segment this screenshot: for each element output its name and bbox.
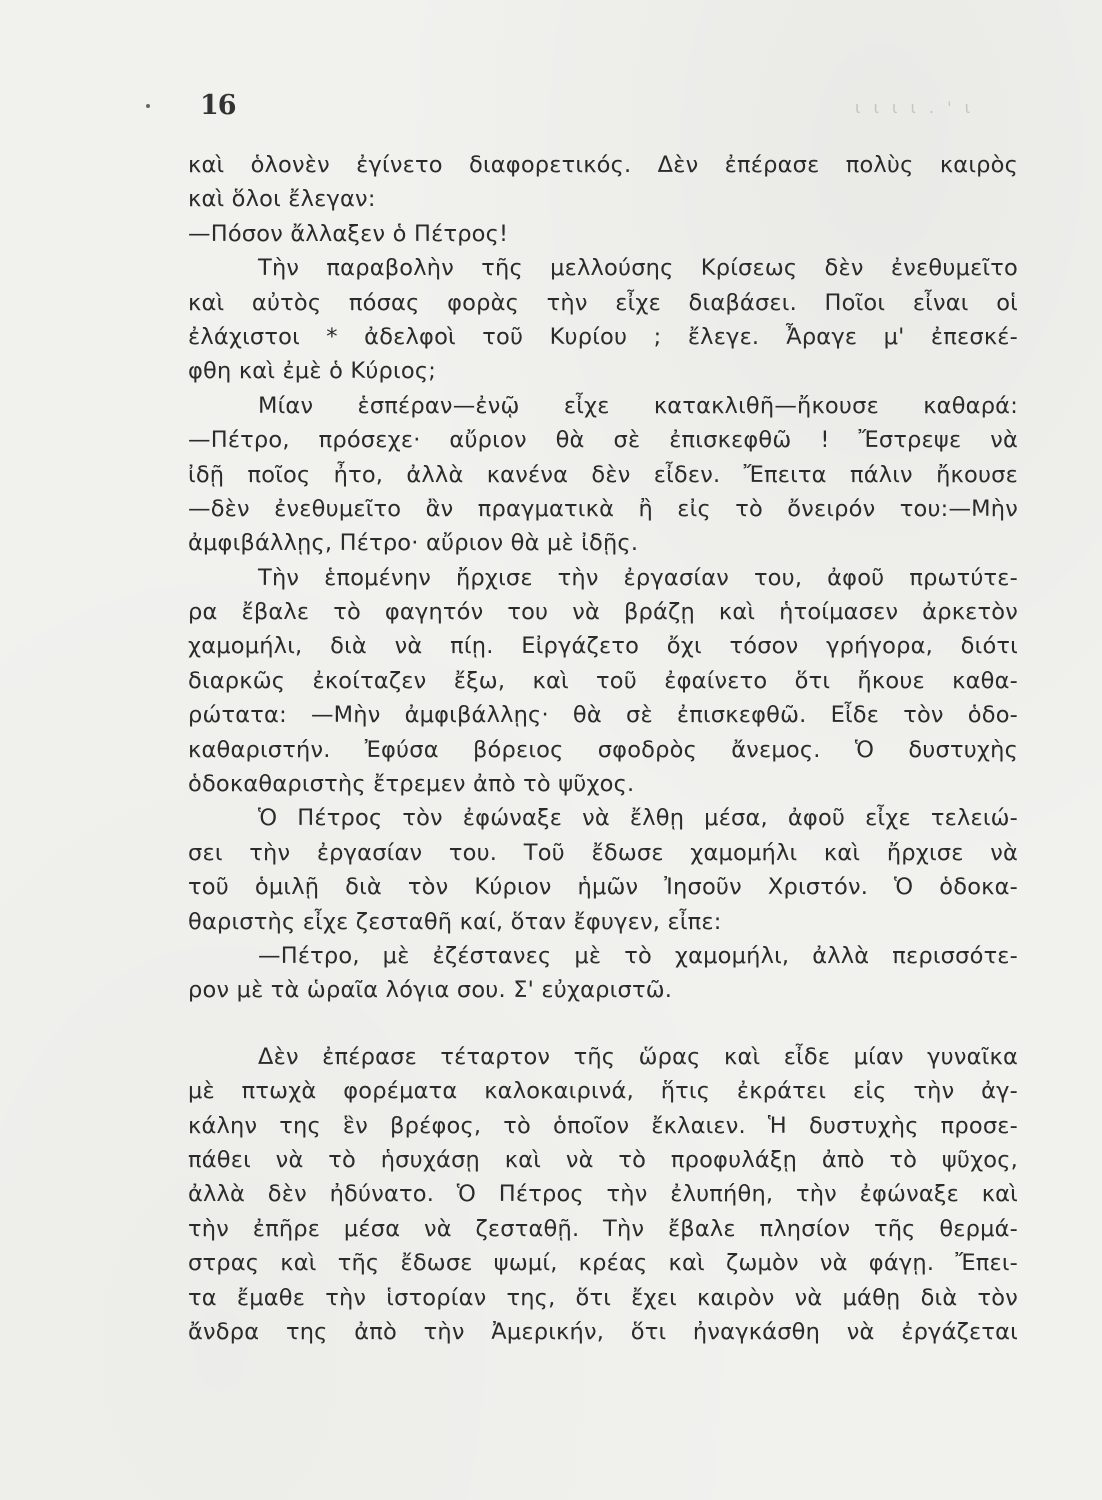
text-line: καθαριστήν. Ἐφύσα βόρειος σφοδρὸς ἄνεμος. Ὁ δυστυχὴς — [188, 736, 1018, 763]
body-text — [188, 148, 1018, 1349]
text-line: ὁδοκαθαριστὴς ἔτρεμεν ἀπὸ τὸ ψῦχος. — [188, 771, 635, 798]
text-line: καὶ ὅλοι ἔλεγαν: — [188, 186, 376, 213]
text-line: —Πέτρο, μὲ ἐζέστανες μὲ τὸ χαμομήλι, ἀλλὰ περισσότε- — [258, 942, 1018, 969]
text-line: ἰδῇ ποῖος ἦτο, ἀλλὰ κανένα δὲν εἶδεν. Ἔπειτα πάλιν ἤκουσε — [188, 461, 1018, 488]
text-line: Τὴν ἑπομένην ἤρχισε τὴν ἐργασίαν του, ἀφοῦ πρωτύτε- — [258, 564, 1018, 591]
text-line: θαριστὴς εἶχε ζεσταθῆ καί, ὅταν ἔφυγεν, εἶπε: — [188, 908, 722, 935]
text-line: τα ἔμαθε τὴν ἱστορίαν της, ὅτι ἔχει καιρὸν νὰ μάθῃ διὰ τὸν — [188, 1284, 1018, 1311]
text-line: —Πέτρο, πρόσεχε· αὔριον θὰ σὲ ἐπισκεφθῶ ! Ἔστρεψε νὰ — [188, 427, 1018, 454]
page-number: 16 — [200, 90, 236, 121]
text-line: Ὁ Πέτρος τὸν ἐφώναξε νὰ ἔλθῃ μέσα, ἀφοῦ εἶχε τελειώ- — [258, 805, 1018, 832]
text-line: κάλην της ἓν βρέφος, τὸ ὁποῖον ἔκλαιεν. Ἡ δυστυχὴς προσε- — [188, 1112, 1018, 1139]
text-line: ἀλλὰ δὲν ἠδύνατο. Ὁ Πέτρος τὴν ἐλυπήθη, τὴν ἐφώναξε καὶ — [188, 1181, 1018, 1208]
text-line: καὶ αὐτὸς πόσας φορὰς τὴν εἶχε διαβάσει. Ποῖοι εἶναι οἱ — [188, 289, 1018, 316]
text-line: διαρκῶς ἐκοίταζεν ἔξω, καὶ τοῦ ἐφαίνετο ὅτι ἤκουε καθα- — [188, 667, 1018, 694]
text-line: ἐλάχιστοι * ἀδελφοὶ τοῦ Κυρίου ; ἔλεγε. Ἆραγε μ' ἐπεσκέ- — [188, 323, 1018, 350]
text-line: ρα ἔβαλε τὸ φαγητόν του νὰ βράζῃ καὶ ἡτοίμασεν ἀρκετὸν — [188, 599, 1018, 626]
text-line: στρας καὶ τῆς ἔδωσε ψωμί, κρέας καὶ ζωμὸν νὰ φάγῃ. Ἔπει- — [188, 1250, 1018, 1277]
bleed-through-marks: ι ι ι ι . ' ι — [855, 98, 975, 117]
text-line: ἀμφιβάλλῃς, Πέτρο· αὔριον θὰ μὲ ἰδῇς. — [188, 530, 639, 557]
text-line: μὲ πτωχὰ φορέματα καλοκαιρινά, ἥτις ἐκράτει εἰς τὴν ἀγ- — [188, 1078, 1018, 1105]
text-line: —Πόσον ἄλλαξεν ὁ Πέτρος! — [188, 220, 509, 247]
text-line: ρον μὲ τὰ ὡραῖα λόγια σου. Σ' εὐχαριστῶ. — [188, 977, 673, 1004]
text-line: τὴν ἐπῆρε μέσα νὰ ζεσταθῇ. Τὴν ἔβαλε πλησίον τῆς θερμά- — [188, 1215, 1018, 1242]
text-line: Μίαν ἑσπέραν—ἐνῷ εἶχε κατακλιθῆ—ἤκουσε καθαρά: — [258, 392, 1018, 419]
text-line: χαμομήλι, διὰ νὰ πίῃ. Εἰργάζετο ὄχι τόσον γρήγορα, διότι — [188, 633, 1018, 660]
text-line: Δὲν ἐπέρασε τέταρτον τῆς ὥρας καὶ εἶδε μίαν γυναῖκα — [258, 1043, 1018, 1070]
text-line: πάθει νὰ τὸ ἡσυχάσῃ καὶ νὰ τὸ προφυλάξῃ ἀπὸ τὸ ψῦχος, — [188, 1146, 1018, 1173]
text-line: φθη καὶ ἐμὲ ὁ Κύριος; — [188, 358, 437, 385]
text-line: τοῦ ὁμιλῇ διὰ τὸν Κύριον ἡμῶν Ἰησοῦν Χριστόν. Ὁ ὁδοκα- — [188, 874, 1018, 901]
text-line: σει τὴν ἐργασίαν του. Τοῦ ἔδωσε χαμομήλι καὶ ἤρχισε νὰ — [188, 839, 1018, 866]
text-line: καὶ ὁλονὲν ἐγίνετο διαφορετικός. Δὲν ἐπέρασε πολὺς καιρὸς — [188, 152, 1018, 178]
text-line: ἄνδρα της ἀπὸ τὴν Ἀμερικήν, ὅτι ἠναγκάσθη νὰ ἐργάζεται — [188, 1318, 1018, 1345]
text-line: —δὲν ἐνεθυμεῖτο ἂν πραγματικὰ ἢ εἰς τὸ ὄνειρόν του:—Μὴν — [188, 495, 1018, 522]
paragraph-gap — [188, 1008, 1018, 1040]
text-line: ρώτατα: —Μὴν ἀμφιβάλλῃς· θὰ σὲ ἐπισκεφθῶ. Εἶδε τὸν ὁδο- — [188, 702, 1018, 729]
text-line: Τὴν παραβολὴν τῆς μελλούσης Κρίσεως δὲν ἐνεθυμεῖτο — [258, 255, 1018, 282]
margin-dot — [146, 104, 150, 108]
